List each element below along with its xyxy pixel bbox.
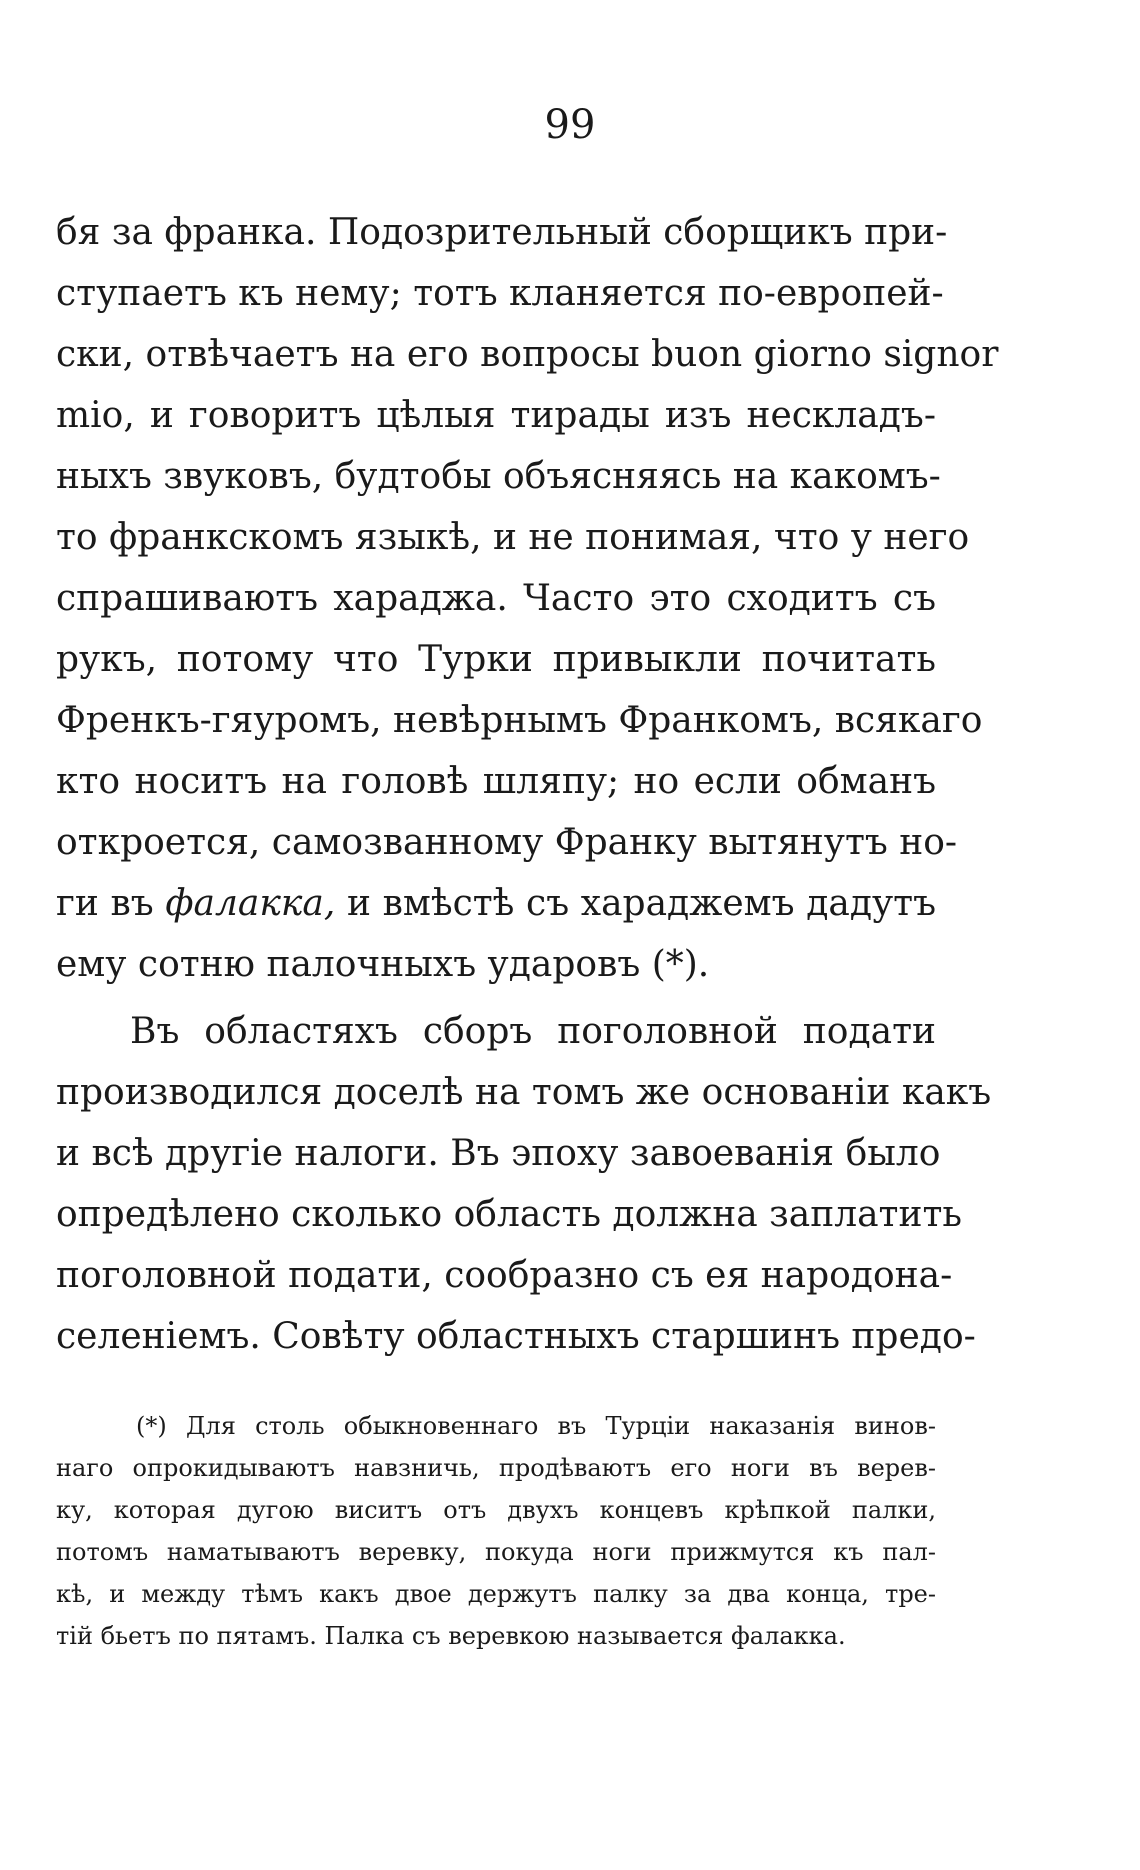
text-line: опредѣлено сколько область должна заплатить xyxy=(56,1194,962,1235)
text-segment: ги въ xyxy=(56,883,166,924)
paragraph-first-line: Въ областяхъ сборъ поголовной подати xyxy=(130,1011,936,1052)
text-line: селеніемъ. Совѣту областныхъ старшинъ предо- xyxy=(56,1316,976,1357)
text-line: бя за франка. Подозрительный сборщикъ при- xyxy=(56,212,948,253)
text-line: Френкъ-гяуромъ, невѣрнымъ Франкомъ, всякаго xyxy=(56,700,983,741)
text-line: рукъ, потому что Турки привыкли почитать xyxy=(56,639,936,680)
text-line: ступаетъ къ нему; тотъ кланяется по-европей- xyxy=(56,273,944,314)
footnote-line: ку, которая дугою виситъ отъ двухъ концевъ крѣпкой палки, xyxy=(56,1496,936,1524)
text-line: откроется, самозванному Франку вытянутъ но- xyxy=(56,822,958,863)
page-number: 99 xyxy=(544,102,596,148)
text-line: и всѣ другіе налоги. Въ эпоху завоеванія было xyxy=(56,1133,941,1174)
text-segment: и вмѣстѣ съ хараджемъ дадутъ xyxy=(335,883,936,924)
text-line: поголовной подати, сообразно съ ея народона- xyxy=(56,1255,953,1296)
text-line: ски, отвѣчаетъ на его вопросы buon giorno signor xyxy=(56,334,999,375)
footnote xyxy=(56,1405,936,1657)
footnote-line: наго опрокидываютъ навзничь, продѣваютъ его ноги въ верев- xyxy=(56,1454,936,1482)
text-line: спрашиваютъ хараджа. Часто это сходитъ съ xyxy=(56,578,936,619)
text-line: кто носитъ на головѣ шляпу; но если обманъ xyxy=(56,761,936,802)
text-line: mio, и говоритъ цѣлыя тирады изъ нескладъ- xyxy=(56,395,936,436)
footnote-line: кѣ, и между тѣмъ какъ двое держутъ палку за два конца, тре- xyxy=(56,1580,936,1608)
footnote-line: тій бьетъ по пятамъ. Палка съ веревкою называется фалакка. xyxy=(56,1622,846,1650)
text-line: ныхъ звуковъ, будтобы объясняясь на какомъ- xyxy=(56,456,941,497)
text-line: то франкскомъ языкѣ, и не понимая, что у него xyxy=(56,517,970,558)
italic-term: фалакка, xyxy=(165,883,336,924)
text-line: производился доселѣ на томъ же основаніи какъ xyxy=(56,1072,992,1113)
paragraph-end-line: ему сотню палочныхъ ударовъ (*). xyxy=(56,944,710,985)
text-line-with-term xyxy=(56,873,936,934)
main-text xyxy=(56,202,999,1367)
footnote-line: потомъ наматываютъ веревку, покуда ноги прижмутся къ пал- xyxy=(56,1538,936,1566)
footnote-line: (*) Для столь обыкновеннаго въ Турціи наказанія винов- xyxy=(136,1412,936,1440)
